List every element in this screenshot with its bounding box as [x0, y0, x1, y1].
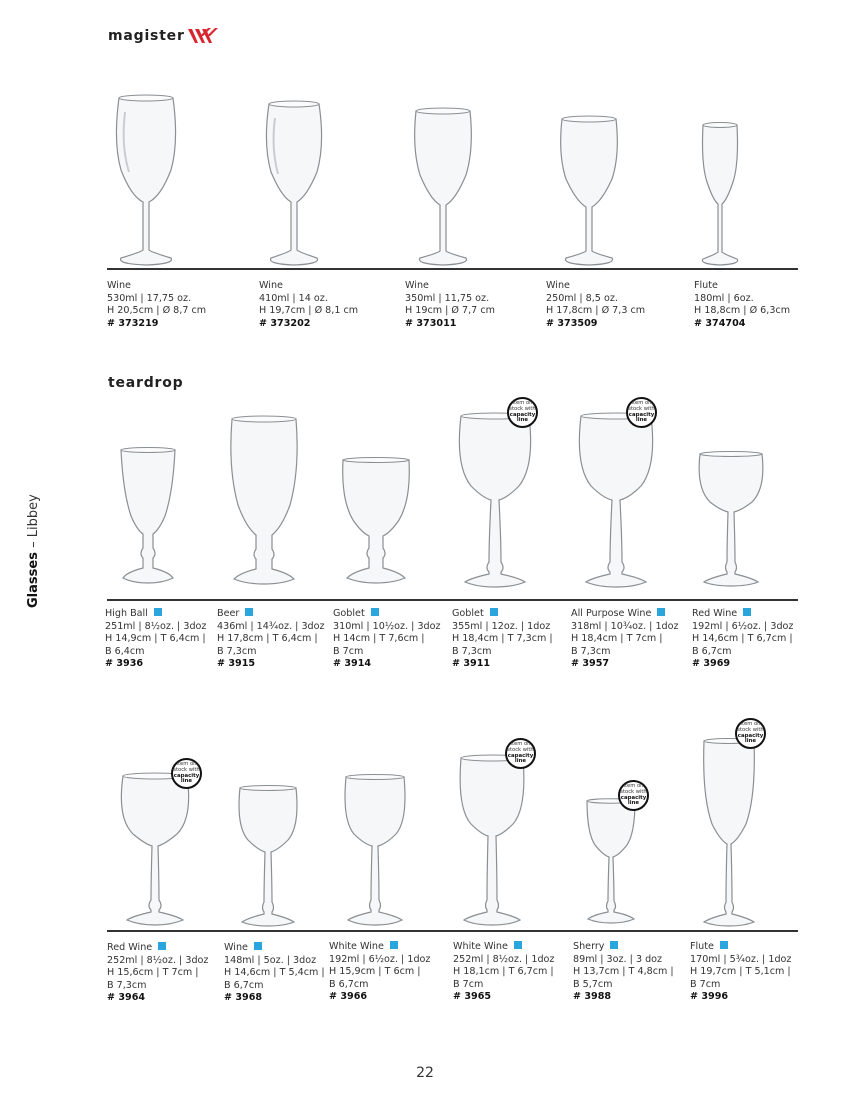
spec-3966: [329, 941, 430, 1004]
glass-image-373509: [556, 113, 622, 268]
glass-image-373219: [107, 92, 185, 268]
spec-dimensions: H 19,7cm | T 5,1cm |: [690, 966, 791, 978]
spec-code: # 3936: [105, 658, 144, 670]
capacity-marker-icon: [245, 608, 253, 616]
spec-name: Wine: [259, 280, 283, 291]
spec-capacity: 148ml | 5oz. | 3doz: [224, 954, 317, 966]
spec-name: Flute: [694, 280, 718, 291]
spec-base: B 6,7cm: [329, 978, 369, 990]
spec-name: Red Wine: [692, 608, 738, 619]
side-category-label: [26, 468, 46, 608]
glass-image-3988: [583, 797, 639, 925]
spec-code: # 3966: [329, 991, 368, 1003]
capacity-line-badge: item on stock with capacity line: [171, 758, 202, 789]
spec-374704: [694, 280, 790, 330]
spec-code: # 3965: [453, 991, 492, 1003]
teardrop-row2-divider: [107, 930, 798, 932]
spec-dimensions: H 19cm | Ø 7,7 cm: [405, 305, 495, 317]
spec-name: Beer: [217, 608, 240, 619]
spec-dimensions: H 19,7cm | Ø 8,1 cm: [259, 305, 359, 317]
spec-dimensions: H 17,8cm | T 6,4cm |: [217, 633, 318, 645]
spec-capacity: 170ml | 5¾oz. | 1doz: [690, 953, 792, 965]
side-label-separator: –: [26, 541, 41, 548]
capacity-line-badge: item on stock with capacity line: [626, 397, 657, 428]
spec-capacity: 250ml | 8,5 oz.: [546, 292, 618, 304]
capacity-marker-icon: [743, 608, 751, 616]
spec-name: High Ball: [105, 608, 148, 619]
capacity-marker-icon: [390, 941, 398, 949]
spec-373202: [259, 280, 358, 330]
spec-3964: [107, 942, 208, 1005]
magister-divider: [107, 268, 798, 270]
spec-373011: [405, 280, 495, 330]
teardrop-section-title: teardrop: [108, 375, 184, 391]
spec-capacity: 251ml | 8½oz. | 3doz: [105, 620, 207, 632]
spec-capacity: 318ml | 10¾oz. | 1doz: [571, 620, 679, 632]
spec-base: B 7,3cm: [107, 979, 147, 991]
spec-3936: [105, 608, 206, 671]
spec-name: Red Wine: [107, 942, 153, 953]
spec-base: B 7,3cm: [217, 645, 257, 657]
spec-capacity: 436ml | 14¾oz. | 3doz: [217, 620, 325, 632]
spec-code: # 373202: [259, 317, 311, 329]
spec-3915: [217, 608, 325, 671]
spec-base: B 7cm: [453, 978, 484, 990]
spec-3957: [571, 608, 679, 671]
magister-logo-icon: [186, 26, 218, 50]
spec-code: # 3964: [107, 992, 146, 1004]
spec-capacity: 410ml | 14 oz.: [259, 292, 328, 304]
capacity-marker-icon: [490, 608, 498, 616]
spec-code: # 3996: [690, 991, 729, 1003]
spec-code: # 373011: [405, 317, 457, 329]
spec-dimensions: H 15,6cm | T 7cm |: [107, 967, 199, 979]
spec-dimensions: H 18,8cm | Ø 6,3cm: [694, 305, 791, 317]
spec-dimensions: H 14,6cm | T 5,4cm |: [224, 967, 325, 979]
spec-name: Goblet: [452, 608, 484, 619]
spec-capacity: 192ml | 6½oz. | 3doz: [692, 620, 794, 632]
spec-3911: [452, 608, 553, 671]
glass-image-3915: [226, 413, 302, 587]
glass-image-3966: [342, 772, 408, 928]
spec-base: B 7,3cm: [571, 645, 611, 657]
glass-image-3969: [696, 450, 766, 588]
spec-capacity: 180ml | 6oz.: [694, 292, 754, 304]
spec-code: # 3957: [571, 658, 610, 670]
capacity-marker-icon: [657, 608, 665, 616]
spec-dimensions: H 14cm | T 7,6cm |: [333, 633, 425, 645]
spec-base: B 6,7cm: [224, 979, 264, 991]
spec-dimensions: H 13,7cm | T 4,8cm |: [573, 966, 674, 978]
spec-name: Wine: [107, 280, 131, 291]
spec-capacity: 192ml | 6½oz. | 1doz: [329, 953, 431, 965]
glass-image-3968: [236, 784, 300, 928]
spec-373509: [546, 280, 645, 330]
spec-capacity: 89ml | 3oz. | 3 doz: [573, 953, 663, 965]
magister-section-title: magister: [108, 28, 185, 44]
glass-image-373011: [408, 105, 478, 268]
spec-name: White Wine: [453, 941, 508, 952]
glass-image-3911: [455, 410, 535, 590]
spec-3968: [224, 942, 325, 1005]
capacity-line-badge: item on stock with capacity line: [505, 738, 536, 769]
capacity-marker-icon: [154, 608, 162, 616]
glass-image-3964: [117, 770, 193, 928]
capacity-marker-icon: [610, 941, 618, 949]
glass-image-3914: [339, 456, 413, 586]
spec-code: # 3911: [452, 658, 491, 670]
spec-name: Wine: [224, 942, 248, 953]
spec-3996: [690, 941, 791, 1004]
spec-base: B 7,3cm: [452, 645, 492, 657]
spec-base: B 6,4cm: [105, 645, 145, 657]
spec-name: Flute: [690, 941, 714, 952]
spec-code: # 374704: [694, 317, 746, 329]
spec-base: B 5,7cm: [573, 978, 613, 990]
teardrop-row1-divider: [107, 599, 798, 601]
spec-dimensions: H 18,4cm | T 7cm |: [571, 633, 663, 645]
spec-capacity: 252ml | 8½oz. | 1doz: [453, 953, 555, 965]
spec-name: All Purpose Wine: [571, 608, 652, 619]
capacity-marker-icon: [514, 941, 522, 949]
spec-code: # 3915: [217, 658, 256, 670]
capacity-line-badge: item on stock with capacity line: [618, 780, 649, 811]
spec-capacity: 350ml | 11,75 oz.: [405, 292, 490, 304]
spec-base: B 7cm: [690, 978, 721, 990]
spec-name: Wine: [546, 280, 570, 291]
spec-dimensions: H 14,9cm | T 6,4cm |: [105, 633, 206, 645]
spec-code: # 373219: [107, 317, 159, 329]
capacity-marker-icon: [254, 942, 262, 950]
spec-dimensions: H 18,4cm | T 7,3cm |: [452, 633, 553, 645]
spec-base: B 6,7cm: [692, 645, 732, 657]
spec-capacity: 355ml | 12oz. | 1doz: [452, 620, 551, 632]
spec-code: # 373509: [546, 317, 598, 329]
spec-dimensions: H 15,9cm | T 6cm |: [329, 966, 421, 978]
spec-3914: [333, 608, 441, 671]
spec-code: # 3988: [573, 991, 612, 1003]
spec-code: # 3914: [333, 658, 372, 670]
spec-name: Wine: [405, 280, 429, 291]
spec-name: Goblet: [333, 608, 365, 619]
spec-3988: [573, 941, 674, 1004]
glass-image-373202: [259, 98, 329, 268]
page-number: 22: [416, 1065, 434, 1081]
spec-capacity: 310ml | 10½oz. | 3doz: [333, 620, 441, 632]
spec-base: B 7cm: [333, 645, 364, 657]
glass-image-374704: [697, 120, 743, 268]
spec-3965: [453, 941, 554, 1004]
glass-image-3965: [457, 752, 527, 928]
spec-3969: [692, 608, 793, 671]
capacity-marker-icon: [158, 942, 166, 950]
spec-373219: [107, 280, 206, 330]
spec-capacity: 252ml | 8½oz. | 3doz: [107, 954, 209, 966]
capacity-marker-icon: [720, 941, 728, 949]
side-label-brand: Libbey: [26, 494, 41, 538]
spec-dimensions: H 14,6cm | T 6,7cm |: [692, 633, 793, 645]
spec-dimensions: H 20,5cm | Ø 8,7 cm: [107, 305, 207, 317]
glass-image-3936: [117, 446, 179, 586]
side-label-category: Glasses: [26, 552, 41, 608]
glass-image-3996: [700, 736, 758, 928]
spec-capacity: 530ml | 17,75 oz.: [107, 292, 192, 304]
capacity-marker-icon: [371, 608, 379, 616]
glass-image-3957: [575, 410, 657, 590]
spec-code: # 3969: [692, 658, 731, 670]
capacity-line-badge: item on stock with capacity line: [507, 397, 538, 428]
capacity-line-badge: item on stock with capacity line: [735, 718, 766, 749]
spec-name: Sherry: [573, 941, 605, 952]
spec-name: White Wine: [329, 941, 384, 952]
spec-dimensions: H 17,8cm | Ø 7,3 cm: [546, 305, 646, 317]
spec-code: # 3968: [224, 992, 263, 1004]
spec-dimensions: H 18,1cm | T 6,7cm |: [453, 966, 554, 978]
